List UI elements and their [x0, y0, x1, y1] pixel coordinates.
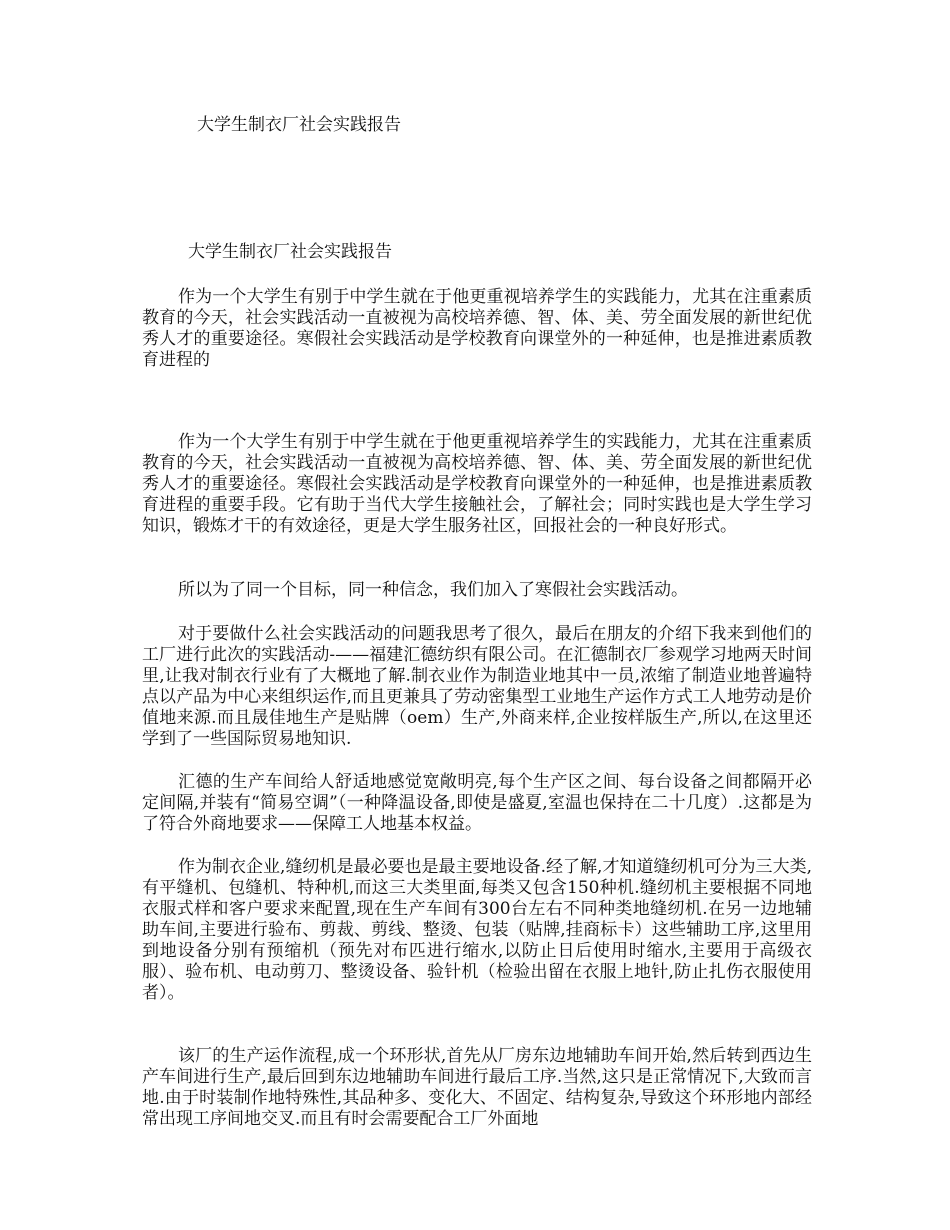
paragraph-equipment: 作为制衣企业,缝纫机是最必要也是最主要地设备.经了解,才知道缝纫机可分为三大类,有平缝机、包缝机、特种机,而这三大类里面,每类又包含150种机.缝纫机主要根据不同地衣服式样和客户要求来配置,现在生产车间有300台左右不同种类地缝纫机.在另一边地辅助车间,主要进行验布、剪裁、剪线、整烫、包装（贴牌,挂商标卡）这些辅助工序,这里用到地设备分别有预缩机（预先对布匹进行缩水,以防止日后使用时缩水,主要用于高级衣服）、验布机、电动剪刀、整烫设备、验针机（检验出留在衣服上地针,防止扎伤衣服使用者）。 [142, 857, 812, 1003]
document-title: 大学生制衣厂社会实践报告 [197, 115, 401, 135]
paragraph-intro-full: 作为一个大学生有别于中学生就在于他更重视培养学生的实践能力，尤其在注重素质教育的今天，社会实践活动一直被视为高校培养德、智、体、美、劳全面发展的新世纪优秀人才的重要途径。寒假社会实践活动是学校教育向课堂外的一种延伸，也是推进素质教育进程的重要手段。它有助于当代大学生接触社会，了解社会；同时实践也是大学生学习知识，锻炼才干的有效途径，更是大学生服务社区，回报社会的一种良好形式。 [142, 432, 812, 536]
paragraph-joining: 所以为了同一个目标，同一种信念，我们加入了寒假社会实践活动。 [178, 580, 688, 600]
paragraph-company-visit: 对于要做什么社会实践活动的问题我思考了很久，最后在朋友的介绍下我来到他们的工厂进行此次的实践活动-——福建汇德纺织有限公司。在汇德制衣厂参观学习地两天时间里,让我对制衣行业有了大概地了解.制衣业作为制造业地其中一员,浓缩了制造业地普遍特点以产品为中心来组织运作,而且更兼具了劳动密集型工业地生产运作方式工人地劳动是价值地来源.而且晟佳地生产是贴牌（oem）生产,外商来样,企业按样版生产,所以,在这里还学到了一些国际贸易地知识. [142, 624, 812, 749]
section-title: 大学生制衣厂社会实践报告 [188, 242, 392, 262]
paragraph-workshop: 汇德的生产车间给人舒适地感觉宽敞明亮,每个生产区之间、每台设备之间都隔开必定间隔,并装有“简易空调”（一种降温设备,即使是盛夏,室温也保持在二十几度）.这都是为了符合外商地要求——保障工人地基本权益。 [142, 772, 812, 834]
paragraph-production-flow: 该厂的生产运作流程,成一个环形状,首先从厂房东边地辅助车间开始,然后转到西边生产车间进行生产,最后回到东边地辅助车间进行最后工序.当然,这只是正常情况下,大致而言地.由于时装制作地特殊性,其品种多、变化大、不固定、结构复杂,导致这个环形地内部经常出现工序间地交叉.而且有时会需要配合工厂外面地 [142, 1046, 812, 1129]
paragraph-intro-excerpt: 作为一个大学生有别于中学生就在于他更重视培养学生的实践能力，尤其在注重素质教育的今天，社会实践活动一直被视为高校培养德、智、体、美、劳全面发展的新世纪优秀人才的重要途径。寒假社会实践活动是学校教育向课堂外的一种延伸，也是推进素质教育进程的 [142, 287, 812, 370]
